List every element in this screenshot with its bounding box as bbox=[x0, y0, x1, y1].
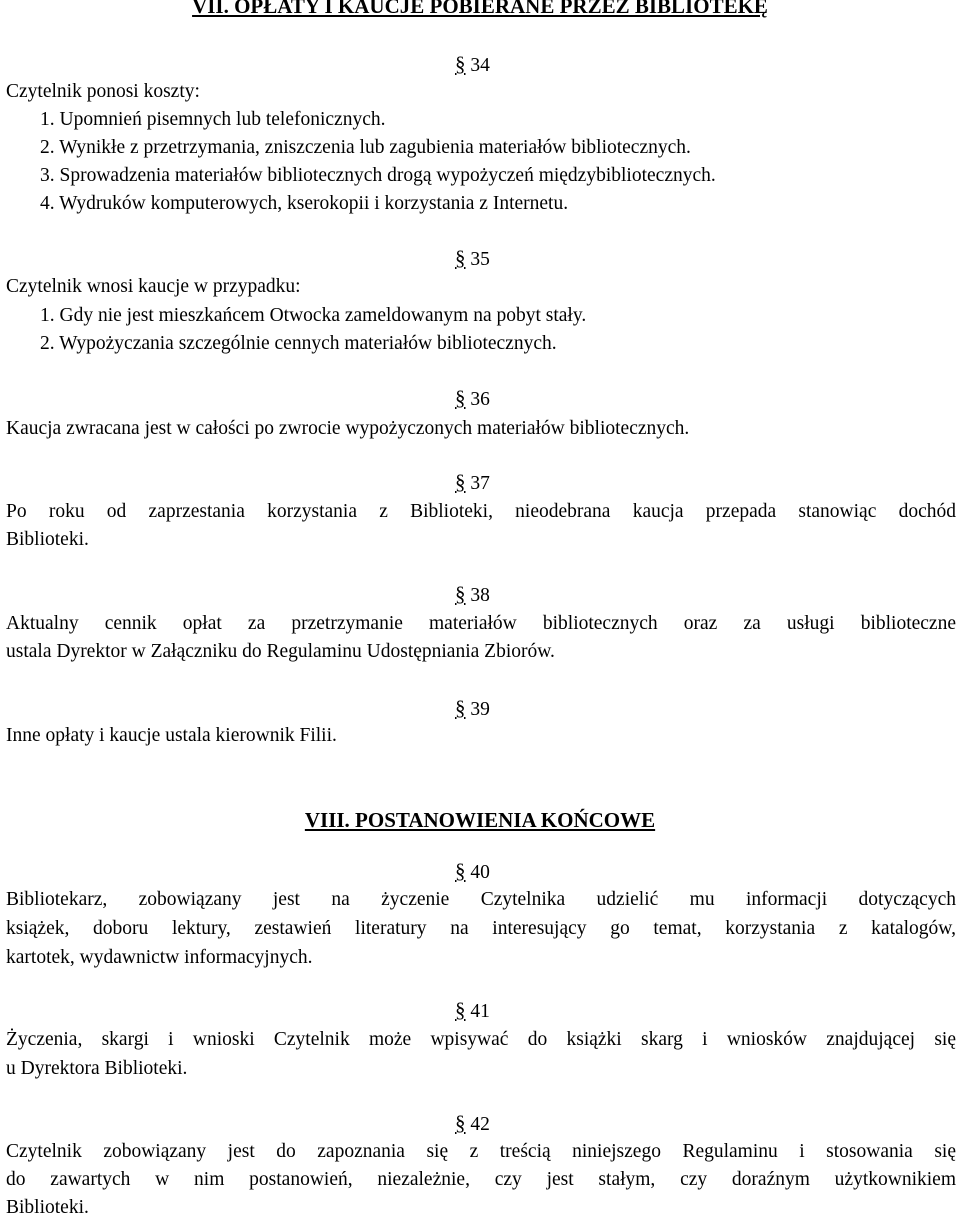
paragraph-40-line: kartotek, wydawnictw informacyjnych. bbox=[6, 947, 313, 968]
paragraph-38-line: ustala Dyrektor w Załączniku do Regulaminu Udostępniania Zbiorów. bbox=[6, 641, 555, 662]
paragraph-37-number: 37 bbox=[470, 473, 490, 494]
paragraph-36-heading bbox=[455, 386, 490, 411]
list-item: 1. Gdy nie jest mieszkańcem Otwocka zameldowanym na pobyt stały. bbox=[40, 305, 587, 326]
paragraph-34-intro: Czytelnik ponosi koszty: bbox=[6, 81, 200, 102]
paragraph-38-number: 38 bbox=[470, 585, 490, 606]
paragraph-36-text: Kaucja zwracana jest w całości po zwrocie wypożyczonych materiałów bibliotecznych. bbox=[6, 418, 690, 439]
paragraph-35-number: 35 bbox=[470, 249, 490, 270]
paragraph-42-line: do zawartych w nim postanowień, niezależnie, czy jest stałym, czy doraźnym użytkownikiem bbox=[6, 1169, 956, 1190]
paragraph-34-heading bbox=[455, 52, 490, 77]
paragraph-37-line: Biblioteki. bbox=[6, 529, 89, 550]
list-item: 2. Wynikłe z przetrzymania, zniszczenia lub zagubienia materiałów bibliotecznych. bbox=[40, 137, 691, 158]
paragraph-40-number: 40 bbox=[470, 862, 490, 883]
paragraph-42-number: 42 bbox=[470, 1114, 490, 1135]
paragraph-39-number: 39 bbox=[470, 699, 490, 720]
paragraph-sign: § bbox=[455, 470, 466, 494]
paragraph-sign: § bbox=[455, 582, 466, 606]
paragraph-sign: § bbox=[455, 1111, 466, 1135]
paragraph-37-line: Po roku od zaprzestania korzystania z Biblioteki, nieodebrana kaucja przepada stanowiąc dochód bbox=[6, 501, 956, 522]
paragraph-40-heading bbox=[455, 859, 490, 884]
paragraph-sign: § bbox=[455, 246, 466, 270]
paragraph-sign: § bbox=[455, 696, 466, 720]
paragraph-40-line: książek, doboru lektury, zestawień literatury na interesujący go temat, korzystania z katalogów, bbox=[6, 918, 956, 939]
paragraph-35-intro: Czytelnik wnosi kaucje w przypadku: bbox=[6, 276, 301, 297]
paragraph-39-heading bbox=[455, 696, 490, 721]
list-item: 2. Wypożyczania szczególnie cennych materiałów bibliotecznych. bbox=[40, 333, 557, 354]
paragraph-42-heading bbox=[455, 1111, 490, 1136]
paragraph-37-heading bbox=[455, 470, 490, 495]
paragraph-41-line: Życzenia, skargi i wnioski Czytelnik może wpisywać do książki skarg i wniosków znajdującej się bbox=[6, 1029, 956, 1050]
paragraph-41-number: 41 bbox=[470, 1001, 490, 1022]
section-7-title: VII. OPŁATY I KAUCJE POBIERANE PRZEZ BIBLIOTEKĘ bbox=[192, 0, 768, 18]
paragraph-38-line: Aktualny cennik opłat za przetrzymanie materiałów bibliotecznych oraz za usługi biblioteczne bbox=[6, 613, 956, 634]
paragraph-42-line: Czytelnik zobowiązany jest do zapoznania się z treścią niniejszego Regulaminu i stosowania się bbox=[6, 1141, 956, 1162]
paragraph-sign: § bbox=[455, 998, 466, 1022]
paragraph-35-heading bbox=[455, 246, 490, 271]
paragraph-40-line: Bibliotekarz, zobowiązany jest na życzenie Czytelnika udzielić mu informacji dotyczących bbox=[6, 889, 956, 910]
paragraph-36-number: 36 bbox=[470, 389, 490, 410]
paragraph-42-line: Biblioteki. bbox=[6, 1197, 89, 1218]
list-item: 1. Upomnień pisemnych lub telefonicznych. bbox=[40, 109, 386, 130]
paragraph-41-heading bbox=[455, 998, 490, 1023]
paragraph-sign: § bbox=[455, 386, 466, 410]
list-item: 4. Wydruków komputerowych, kserokopii i korzystania z Internetu. bbox=[40, 193, 569, 214]
paragraph-41-line: u Dyrektora Biblioteki. bbox=[6, 1058, 188, 1079]
paragraph-sign: § bbox=[455, 52, 466, 76]
list-item: 3. Sprowadzenia materiałów bibliotecznych drogą wypożyczeń międzybibliotecznych. bbox=[40, 165, 716, 186]
paragraph-sign: § bbox=[455, 859, 466, 883]
section-8-title: VIII. POSTANOWIENIA KOŃCOWE bbox=[304, 808, 656, 832]
paragraph-38-heading bbox=[455, 582, 490, 607]
paragraph-39-text: Inne opłaty i kaucje ustala kierownik Filii. bbox=[6, 725, 337, 746]
paragraph-34-number: 34 bbox=[470, 55, 490, 76]
